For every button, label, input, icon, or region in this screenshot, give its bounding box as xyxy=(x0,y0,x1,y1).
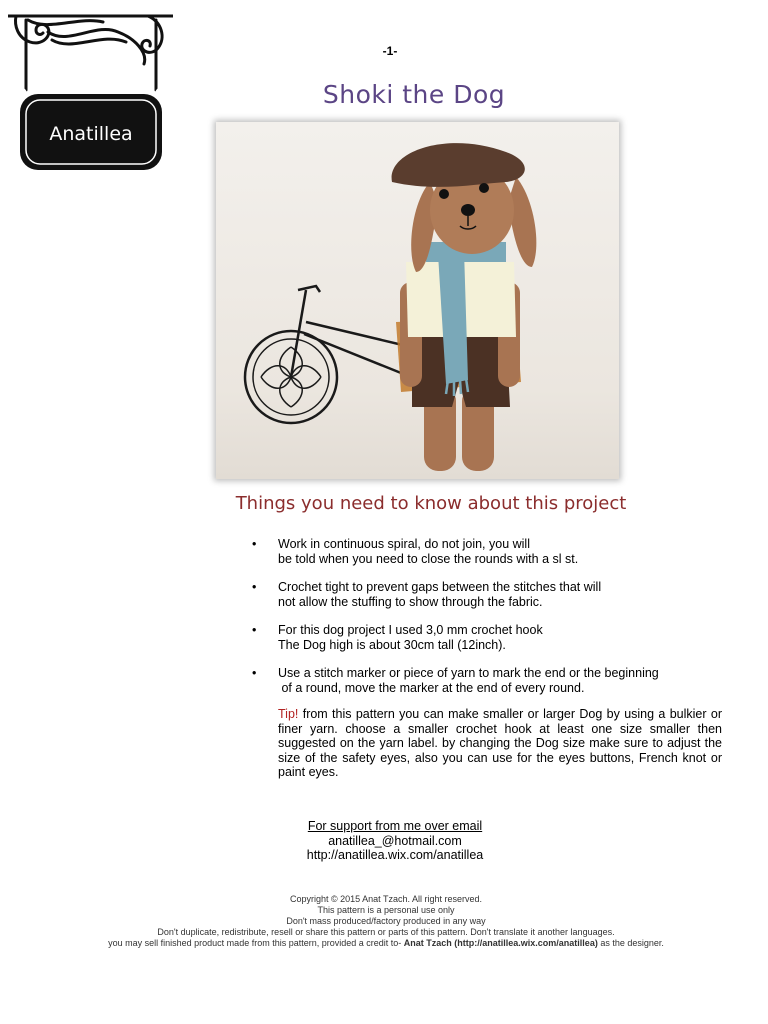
bullet-icon: • xyxy=(252,623,257,637)
product-photo xyxy=(216,122,619,479)
list-item-line: not allow the stuffing to show through the fabric. xyxy=(278,594,543,609)
page-number: -1- xyxy=(382,44,398,58)
copyright-footer xyxy=(0,894,768,949)
tip-text: from this pattern you can make smaller or larger Dog by using a bulkier or finer yarn. choose a smaller crochet hook at least one size smaller then suggested on the yarn label. by changing the Dog size make sure to adjust the size of the safety eyes, also you can use for the eyes buttons, French knot or paint eyes. xyxy=(278,707,722,779)
instructions-list xyxy=(252,537,722,709)
bullet-icon: • xyxy=(252,537,257,551)
footer-line-prefix: you may sell finished product made from this pattern, provided a credit to- xyxy=(108,938,404,948)
bullet-icon: • xyxy=(252,580,257,594)
footer-line: Copyright © 2015 Anat Tzach. All right reserved. xyxy=(289,894,483,904)
footer-line: Don't duplicate, redistribute, resell or share this pattern or parts of this pattern. Don't translate it another languages. xyxy=(157,927,615,937)
list-item-line: Work in continuous spiral, do not join, you will xyxy=(278,537,530,551)
footer-line: This pattern is a personal use only xyxy=(317,905,455,915)
footer-line: Don't mass produced/factory produced in any way xyxy=(286,916,486,926)
logo-text: Anatillea xyxy=(49,123,133,145)
bullet-icon: • xyxy=(252,666,257,680)
support-contact xyxy=(270,819,520,863)
list-item-line: be told when you need to close the rounds with a sl st. xyxy=(278,551,579,566)
support-heading: For support from me over email xyxy=(307,819,483,833)
list-item-line: Use a stitch marker or piece of yarn to mark the end or the beginning xyxy=(278,666,659,680)
footer-line xyxy=(0,938,768,949)
list-item-line: Crochet tight to prevent gaps between the stitches that will xyxy=(278,580,602,594)
tip-label: Tip! xyxy=(278,707,299,721)
section-heading: Things you need to know about this project xyxy=(235,493,627,514)
tip-paragraph xyxy=(278,707,722,780)
list-item xyxy=(252,623,722,652)
crochet-dog-photo-icon xyxy=(216,122,619,479)
list-item xyxy=(252,666,722,695)
list-item xyxy=(252,580,722,609)
designer-credit: Anat Tzach (http://anatillea.wix.com/anatillea) xyxy=(403,938,598,948)
support-url[interactable]: http://anatillea.wix.com/anatillea xyxy=(306,848,484,862)
footer-line-suffix: as the designer. xyxy=(597,938,664,948)
list-item-line: For this dog project I used 3,0 mm crochet hook xyxy=(278,623,543,637)
page-title: Shoki the Dog xyxy=(322,80,506,109)
list-item-line: of a round, move the marker at the end of every round. xyxy=(278,680,585,695)
list-item xyxy=(252,537,722,566)
list-item-line: The Dog high is about 30cm tall (12inch). xyxy=(278,637,506,652)
support-email[interactable]: anatillea_@hotmail.com xyxy=(328,833,462,848)
